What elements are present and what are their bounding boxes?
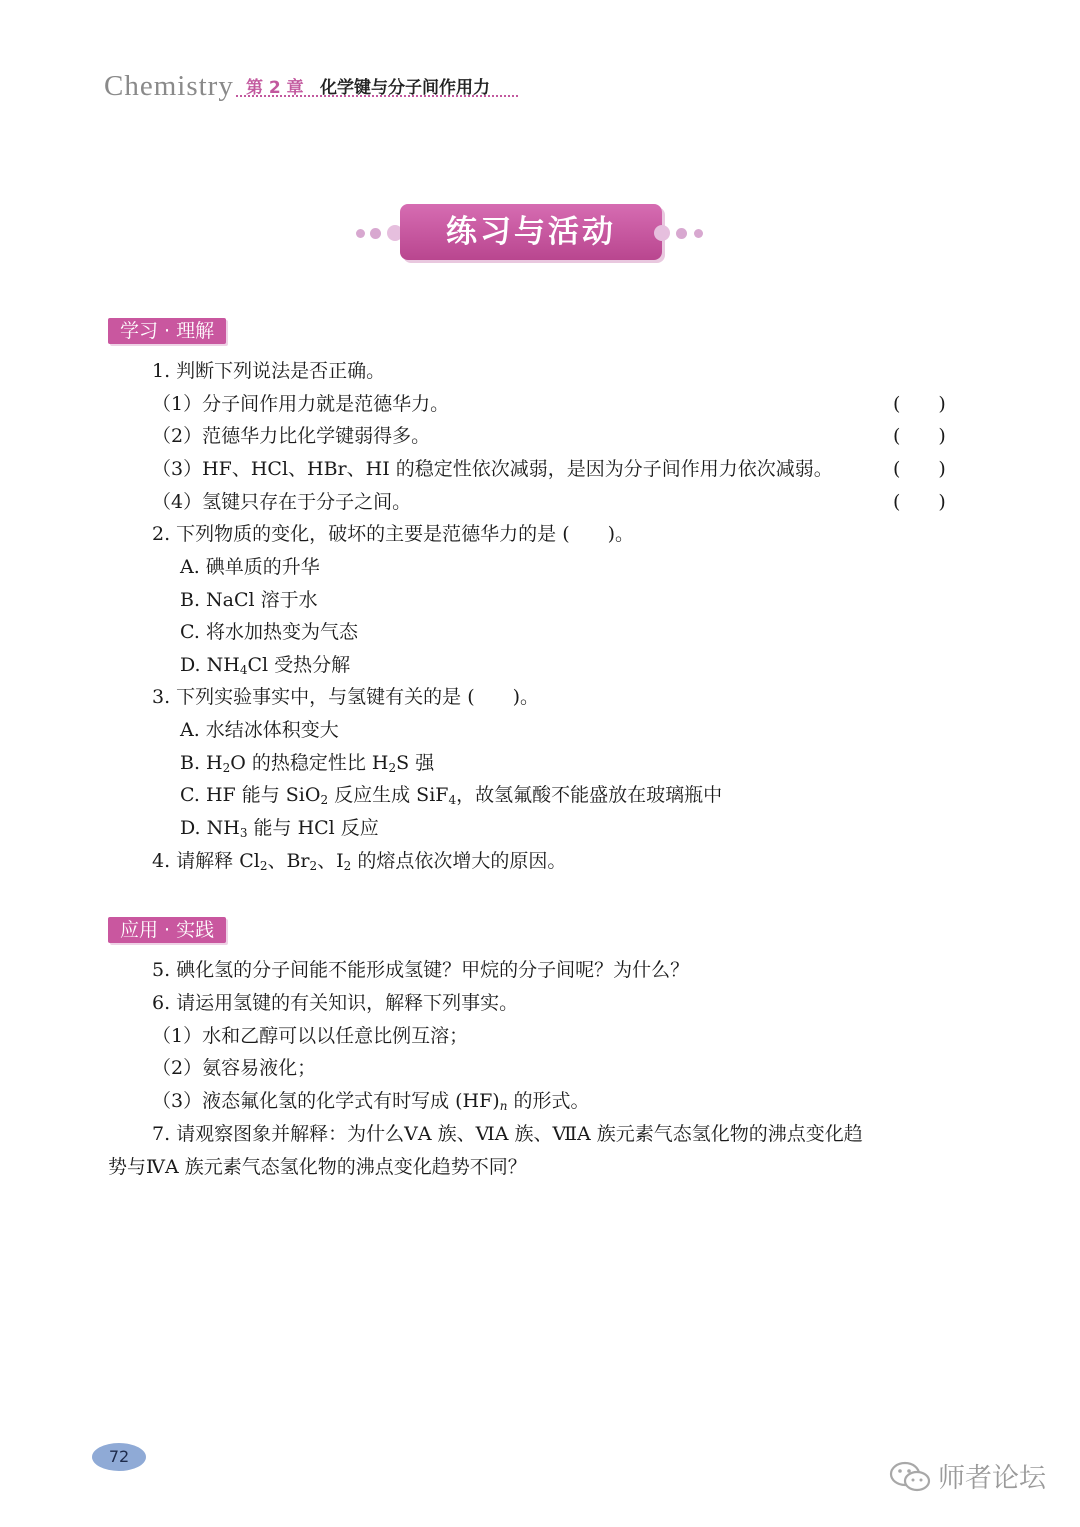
question-2-stem: 2. 下列物质的变化，破坏的主要是范德华力的是 ( )。 <box>152 523 635 545</box>
answer-blank: ( ) <box>893 458 946 480</box>
question-2-option-d: D. $NH_4Cl$ 受热分解 <box>180 654 351 677</box>
question-6-stem: 6. 请运用氢键的有关知识，解释下列事实。 <box>152 992 519 1014</box>
question-6-item-2: （2）氨容易液化； <box>152 1057 317 1079</box>
question-1-item-3: （3）HF、HCl、HBr、HI 的稳定性依次减弱，是因为分子间作用力依次减弱。 <box>152 458 833 480</box>
question-3-option-a: A. 水结冰体积变大 <box>180 719 339 741</box>
question-2-option-a: A. 碘单质的升华 <box>180 556 320 578</box>
question-3-option-b: B. $H_2O$ 的热稳定性比 $H_2S$ 强 <box>180 752 435 775</box>
chapter-number: 第 2 章 <box>246 78 304 98</box>
question-2-option-b: B. NaCl 溶于水 <box>180 589 318 611</box>
question-1-item-2: （2）范德华力比化学键弱得多。 <box>152 425 431 447</box>
wechat-icon <box>888 1460 932 1494</box>
banner-dots-right <box>652 225 712 241</box>
question-1-item-4: （4）氢键只存在于分子之间。 <box>152 491 412 513</box>
question-2-option-c: C. 将水加热变为气态 <box>180 621 358 643</box>
banner-title: 练习与活动 <box>400 204 662 260</box>
section-tag-application: 应用 · 实践 <box>108 917 226 943</box>
question-4: 4. 请解释 $Cl_2$、$Br_2$、$I_2$ 的熔点依次增大的原因。 <box>152 850 567 873</box>
question-3-option-c: C. HF 能与 SiO$_2$ 反应生成 SiF$_4$，故氢氟酸不能盛放在玻璃瓶中 <box>180 784 723 807</box>
question-6-item-3: （3）液态氟化氢的化学式有时写成 $(HF)_n$ 的形式。 <box>152 1090 590 1113</box>
question-7-line-1: 7. 请观察图象并解释：为什么ⅤA 族、ⅥA 族、ⅦA 族元素气态氢化物的沸点变化趋 <box>152 1123 863 1145</box>
question-3-stem: 3. 下列实验事实中，与氢键有关的是 ( )。 <box>152 686 540 708</box>
question-6-item-1: （1）水和乙醇可以以任意比例互溶； <box>152 1025 469 1047</box>
answer-blank: ( ) <box>893 491 946 513</box>
page-number-badge: 72 <box>92 1443 146 1471</box>
question-7-line-2: 势与ⅣA 族元素气态氢化物的沸点变化趋势不同？ <box>108 1156 527 1178</box>
question-3-option-d: D. $NH_3$ 能与 HCl 反应 <box>180 817 379 840</box>
question-1-stem: 1. 判断下列说法是否正确。 <box>152 360 386 382</box>
section-tag-understanding: 学习 · 理解 <box>108 318 226 344</box>
question-1-item-1: （1）分子间作用力就是范德华力。 <box>152 393 450 415</box>
question-5: 5. 碘化氢的分子间能不能形成氢键？甲烷的分子间呢？为什么？ <box>152 959 690 981</box>
brand-name: Chemistry <box>104 70 234 102</box>
answer-blank: ( ) <box>893 393 946 415</box>
section-banner <box>352 204 712 262</box>
watermark-text: 师者论坛 <box>938 1463 1046 1494</box>
answer-blank: ( ) <box>893 425 946 447</box>
header-dotted-rule <box>236 95 518 97</box>
chapter-title: 化学键与分子间作用力 <box>320 78 490 98</box>
